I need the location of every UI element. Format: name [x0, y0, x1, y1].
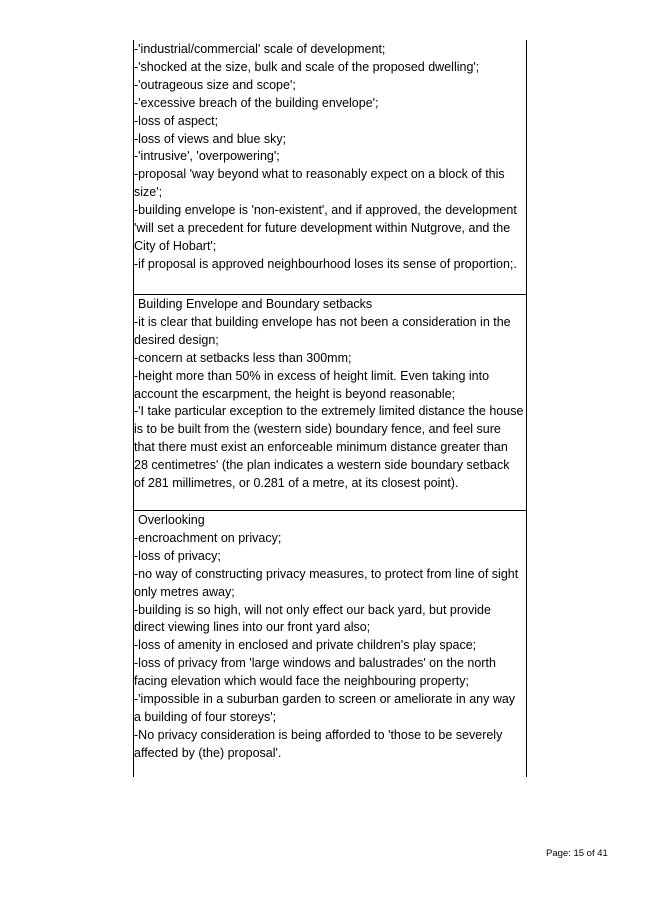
page-number: Page: 15 of 41	[546, 848, 608, 859]
list-item: desired design;	[134, 332, 219, 347]
list-item: -loss of amenity in enclosed and private children's play space;	[134, 638, 477, 653]
list-item: direct viewing lines into our front yard also;	[134, 620, 371, 635]
section-heading: Overlooking	[138, 513, 205, 527]
list-item: -height more than 50% in excess of height limit. Even taking into	[134, 368, 490, 383]
list-item: -'impossible in a suburban garden to screen or ameliorate in any way	[134, 692, 516, 707]
list-item: account the escarpment, the height is beyond reasonable;	[134, 386, 456, 401]
list-item: -'outrageous size and scope';	[134, 77, 296, 92]
list-item: -loss of privacy;	[134, 548, 221, 563]
list-item: -'industrial/commercial' scale of development;	[134, 42, 386, 56]
list-item: -building envelope is 'non-existent', and if approved, the development	[134, 203, 517, 218]
table-cell-general-concerns	[134, 40, 526, 294]
list-item: -building is so high, will not only effect our back yard, but provide	[134, 602, 491, 617]
list-item: a building of four storeys';	[134, 709, 277, 724]
building-envelope-list	[134, 296, 526, 493]
list-item: -proposal 'way beyond what to reasonably expect on a block of this	[134, 167, 505, 182]
list-item: -no way of constructing privacy measures, to protect from line of sight	[134, 566, 519, 581]
objections-table	[133, 40, 527, 777]
list-item: size';	[134, 185, 163, 200]
overlooking-list	[134, 512, 526, 763]
list-item: -concern at setbacks less than 300mm;	[134, 350, 352, 365]
list-item: -'intrusive', 'overpowering';	[134, 149, 280, 164]
table-cell-overlooking	[134, 510, 526, 777]
list-item: facing elevation which would face the neighbouring property;	[134, 674, 469, 689]
list-item: -it is clear that building envelope has not been a consideration in the	[134, 314, 511, 329]
list-item: -loss of aspect;	[134, 113, 219, 128]
list-item: 28 centimetres' (the plan indicates a western side boundary setback	[134, 458, 510, 473]
list-item: City of Hobart';	[134, 238, 217, 253]
list-item: only metres away;	[134, 584, 235, 599]
list-item: -'shocked at the size, bulk and scale of the proposed dwelling';	[134, 59, 480, 74]
list-item: is to be built from the (western side) boundary fence, and feel sure	[134, 422, 501, 437]
list-item: of 281 millimetres, or 0.281 of a metre, at its closest point).	[134, 476, 459, 491]
list-item: -'I take particular exception to the extremely limited distance the house	[134, 404, 524, 419]
list-item: -if proposal is approved neighbourhood loses its sense of proportion;.	[134, 256, 517, 271]
list-item: -encroachment on privacy;	[134, 530, 282, 545]
list-item: -loss of privacy from 'large windows and balustrades' on the north	[134, 656, 496, 671]
list-item: -No privacy consideration is being afforded to 'those to be severely	[134, 727, 503, 742]
list-item: affected by (the) proposal'.	[134, 745, 282, 760]
list-item: 'will set a precedent for future development within Nutgrove, and the	[134, 221, 511, 236]
list-item: that there must exist an enforceable minimum distance greater than	[134, 440, 508, 455]
list-item: -loss of views and blue sky;	[134, 131, 287, 146]
section-heading: Building Envelope and Boundary setbacks	[138, 297, 373, 311]
list-item: -'excessive breach of the building envelope';	[134, 95, 379, 110]
table-cell-building-envelope	[134, 294, 526, 510]
general-concerns-list	[134, 41, 526, 274]
